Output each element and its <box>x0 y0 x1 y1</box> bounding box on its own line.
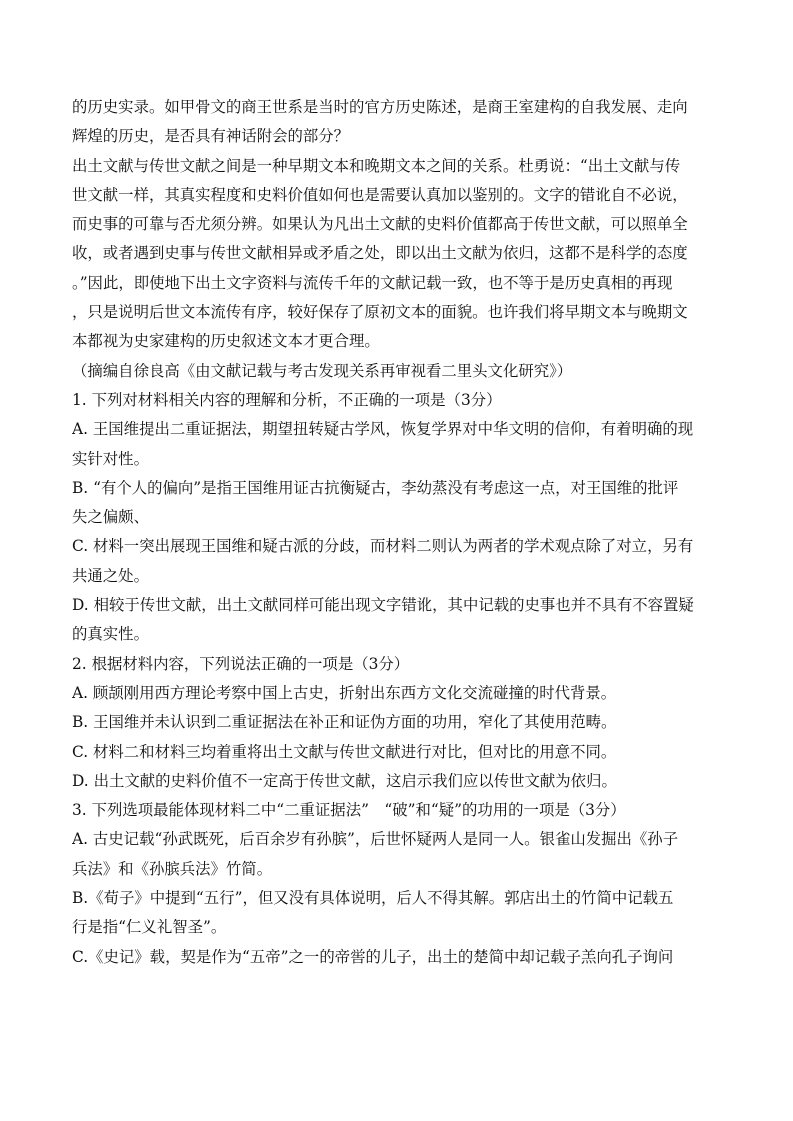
question-2-option-c: C. 材料二和材料三均着重将出土文献与传世文献进行对比，但对比的用意不同。 <box>72 742 617 761</box>
question-1-option-a-cont: 实针对性。 <box>72 449 149 468</box>
question-3-option-b-cont: 行是指“仁义礼智圣”。 <box>72 918 227 937</box>
text-line: 而史事的可靠与否尤须分辨。如果认为凡出土文献的史料价值都高于传世文献，可以照单全 <box>72 215 688 234</box>
question-2-option-d: D. 出土文献的史料价值不一定高于传世文献，这启示我们应以传世文献为依归。 <box>72 771 617 790</box>
question-3-option-c: C.《史记》载，契是作为“五帝”之一的帝喾的儿子，出土的楚简中却记载子羔向孔子询问 <box>72 947 674 966</box>
text-line: 收，或者遇到史事与传世文献相异或矛盾之处，即以出土文献为依归，这都不是科学的态度 <box>72 244 688 263</box>
text-line: 。”因此，即使地下出土文字资料与流传千年的文献记载一致，也不等于是历史真相的再现 <box>72 273 673 292</box>
question-2-option-a: A. 顾颉刚用西方理论考察中国上古史，折射出东西方文化交流碰撞的时代背景。 <box>72 683 617 702</box>
text-line: 出土文献与传世文献之间是一种早期文本和晚期文本之间的关系。杜勇说：“出土文献与传 <box>72 156 681 175</box>
question-1-option-b: B. “有个人的偏向”是指王国维用证古抗衡疑古，李幼蒸没有考虑这一点，对王国维的批评 <box>72 478 679 497</box>
question-1-option-a: A. 王国维提出二重证据法，期望扭转疑古学风，恢复学界对中华文明的信仰，有着明确的现 <box>72 420 694 439</box>
question-3-option-a: A. 古史记载“孙武既死，后百余岁有孙膑”，后世怀疑两人是同一人。银雀山发掘出《孙子 <box>72 830 679 849</box>
text-line: 辉煌的历史，是否具有神话附会的部分？ <box>72 127 350 146</box>
text-line: 本都视为史家建构的历史叙述文本才更合理。 <box>72 332 380 351</box>
question-1-option-b-cont: 失之偏颇、 <box>72 508 149 527</box>
question-3-stem: 3. 下列选项最能体现材料二中“二重证据法” “破”和“疑”的功用的一项是（3分） <box>72 801 626 820</box>
question-1-option-d-cont: 的真实性。 <box>72 625 149 644</box>
question-2-stem: 2. 根据材料内容，下列说法正确的一项是（3分） <box>72 654 410 673</box>
text-line: 的历史实录。如甲骨文的商王世系是当时的官方历史陈述，是商王室建构的自我发展、走向 <box>72 98 688 116</box>
question-1-option-d: D. 相较于传世文献，出土文献同样可能出现文字错讹，其中记载的史事也并不具有不容置疑 <box>72 596 694 615</box>
question-3-option-b: B.《荀子》中提到“五行”，但又没有具体说明，后人不得其解。郭店出土的竹简中记载五 <box>72 889 674 908</box>
source-citation: （摘编自徐良高《由文献记载与考古发现关系再审视看二里头文化研究》） <box>72 361 573 380</box>
question-3-option-a-cont: 兵法》和《孙膑兵法》竹简。 <box>72 859 273 878</box>
question-2-option-b: B. 王国维并未认识到二重证据法在补正和证伪方面的功用，窄化了其使用范畴。 <box>72 713 617 732</box>
question-1-option-c: C. 材料一突出展现王国维和疑古派的分歧，而材料二则认为两者的学术观点除了对立，另有 <box>72 537 694 556</box>
question-1-stem: 1. 下列对材料相关内容的理解和分析，不正确的一项是（3分） <box>72 390 502 409</box>
question-1-option-c-cont: 共通之处。 <box>72 566 149 585</box>
text-line: ，只是说明后世文本流传有序，较好保存了原初文本的面貌。也许我们将早期文本与晚期文 <box>72 303 688 322</box>
text-line: 世文献一样，其真实程度和史料价值如何也是需要认真加以鉴别的。文字的错讹自不必说， <box>72 185 688 204</box>
document-page <box>72 93 724 972</box>
